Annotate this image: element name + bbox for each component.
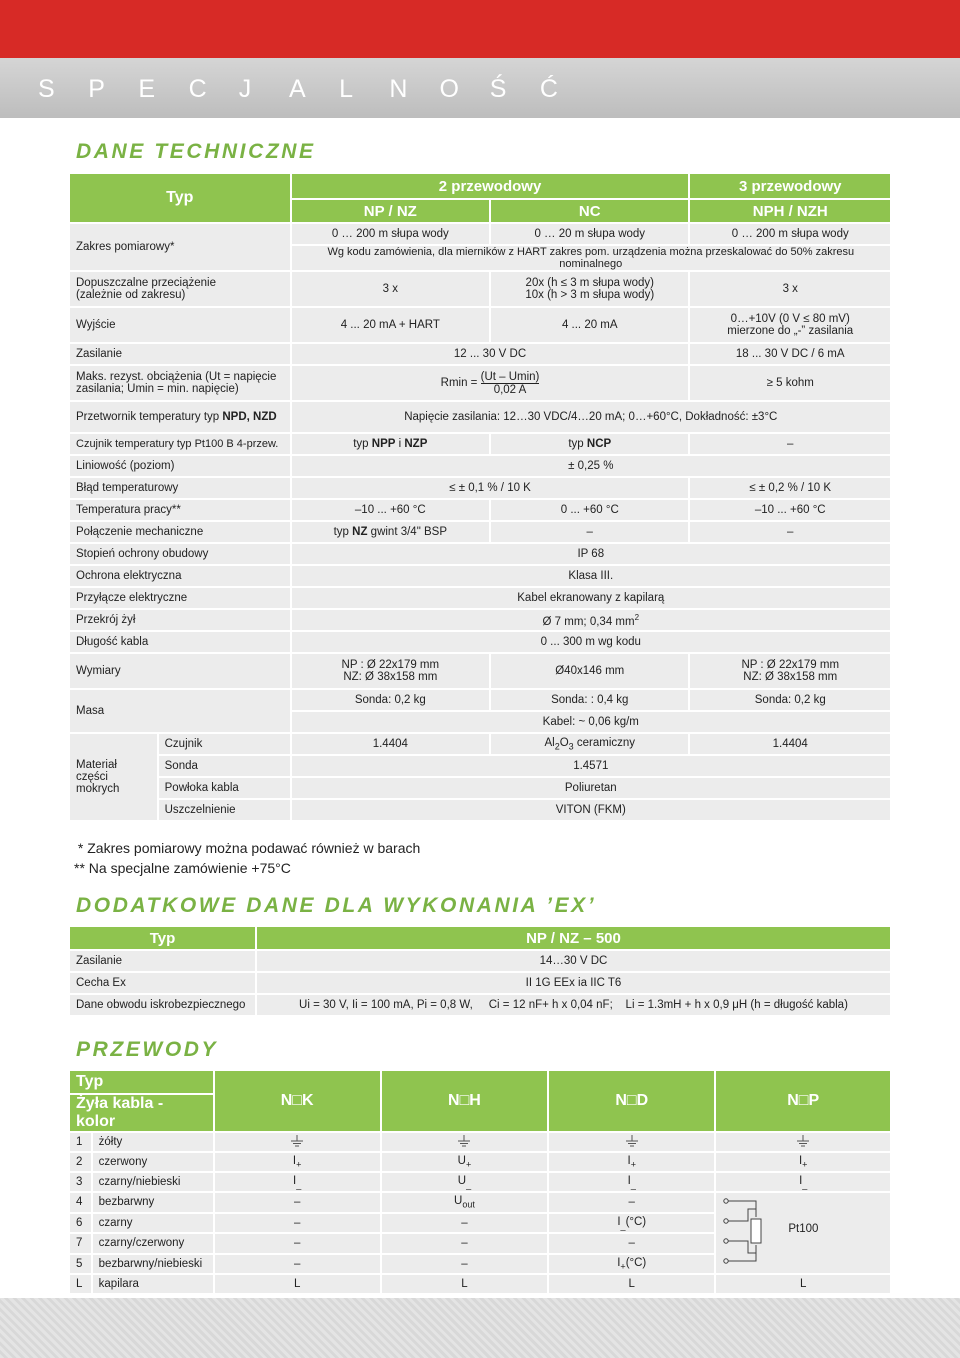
header-letter: S	[38, 75, 55, 103]
wire-number: 7	[70, 1234, 91, 1253]
header-letter: Ś	[489, 75, 507, 103]
sub: _	[466, 1179, 472, 1190]
sub: +	[620, 1260, 626, 1271]
cell: Kabel: ~ 0,06 kg/m	[292, 712, 890, 732]
cell: ≥ 5 kohm	[690, 366, 890, 400]
row-label: Wymiary	[70, 654, 290, 688]
cell-line: NZ: Ø 38x158 mm	[343, 671, 438, 683]
t: I	[798, 1154, 803, 1167]
cell: –	[690, 522, 890, 542]
row-label: Dane obwodu iskrobezpiecznego	[70, 995, 255, 1015]
sub: 2	[554, 741, 560, 752]
cell: 0 ... 300 m wg kodu	[292, 632, 890, 652]
cell-line: NP : Ø 22x179 mm	[741, 659, 840, 671]
cell: L	[716, 1275, 890, 1293]
header-letter: A	[288, 75, 306, 103]
cell-line: mierzone do „-” zasilania	[727, 325, 854, 337]
cell: –	[382, 1255, 547, 1274]
cell	[491, 272, 688, 306]
head-typ: Typ	[70, 927, 255, 949]
head-col: N□D	[549, 1071, 714, 1131]
header-letter: O	[439, 75, 459, 103]
cell: II 1G EEx ia IIC T6	[257, 973, 890, 993]
t: I	[617, 1256, 621, 1269]
row-label-material	[70, 734, 157, 820]
cell: Klasa III.	[292, 566, 890, 586]
cell	[292, 610, 890, 630]
cell: –	[690, 434, 890, 454]
cell: 14…30 V DC	[257, 951, 890, 971]
row-label: Zakres pomiarowy*	[70, 224, 290, 270]
header-letter: Ć	[539, 75, 558, 103]
cell: Sonda: 0,2 kg	[690, 690, 890, 710]
cell-line: 0…+10V (0 V ≤ 80 mV)	[730, 313, 850, 325]
cell: 0 … 20 m słupa wody	[491, 224, 688, 244]
b: NPP	[371, 438, 396, 450]
head-nph-nzh: NPH / NZH	[690, 200, 890, 222]
formula-numerator: (Ut – Umin)	[480, 370, 540, 383]
cell: Wg kodu zamówienia, dla mierników z HART zakres pom. urządzenia można przeskalować do 50% zakresu nominalnego	[292, 246, 890, 270]
cell: –	[491, 522, 688, 542]
cell: Sonda: : 0,4 kg	[491, 690, 688, 710]
formula-fraction	[481, 371, 540, 396]
wire-color: czarny/niebieski	[93, 1173, 213, 1191]
cell	[292, 522, 489, 542]
sub-label: Uszczelnienie	[159, 800, 290, 820]
cell: 12 ... 30 V DC	[292, 344, 689, 364]
ground-icon	[382, 1133, 547, 1151]
sub-label: Powłoka kabla	[159, 778, 290, 798]
row-label: Czujnik temperatury typ Pt100 B 4-przew.	[70, 434, 290, 454]
cell: IP 68	[292, 544, 890, 564]
sub: +	[465, 1159, 472, 1170]
t: I	[293, 1174, 297, 1187]
row-label: Liniowość (poziom)	[70, 456, 290, 476]
header-letter: L	[339, 75, 354, 103]
head-col: N□P	[716, 1071, 890, 1131]
cell: 0 … 200 m słupa wody	[292, 224, 489, 244]
cell: ± 0,25 %	[292, 456, 890, 476]
sub: _	[802, 1179, 808, 1190]
b: NCP	[586, 438, 612, 450]
cell: –10 ... +60 °C	[690, 500, 890, 520]
row-label	[70, 272, 290, 306]
cell: 1.4404	[690, 734, 890, 754]
ground-icon	[215, 1133, 380, 1151]
head-col: N□H	[382, 1071, 547, 1131]
header-letter: C	[188, 75, 207, 103]
row-label-line: Maks. rezyst. obciążenia (Ut = napięcie	[76, 371, 277, 383]
cell: Ø40x146 mm	[491, 654, 688, 688]
head-typ: Typ	[70, 174, 290, 222]
wire-number: 1	[70, 1133, 91, 1151]
footnote-1: * Zakres pomiarowy można podawać również w barach	[74, 840, 421, 856]
t: Ø 7 mm; 0,34 mm	[542, 615, 635, 628]
cell: Sonda: 0,2 kg	[292, 690, 489, 710]
t: O	[559, 736, 569, 749]
wire-color: czerwony	[93, 1153, 213, 1171]
label-line: części	[76, 771, 108, 783]
t: U	[454, 1195, 463, 1208]
head-typ: Typ	[70, 1071, 213, 1093]
header-letter: P	[88, 75, 105, 103]
label-line: mokrych	[76, 783, 120, 795]
wire-color: czarny/czerwony	[93, 1234, 213, 1253]
row-label: Długość kabla	[70, 632, 290, 652]
pt100-cell	[716, 1193, 890, 1273]
row-label	[70, 366, 290, 400]
cell	[292, 654, 489, 688]
cell: 3 x	[292, 272, 489, 306]
b: NZP	[404, 438, 428, 450]
t: typ	[353, 438, 372, 450]
cell: 4 ... 20 mA	[491, 308, 688, 342]
wire-color: żółty	[93, 1133, 213, 1151]
head-np-nz: NP / NZ	[292, 200, 489, 222]
b: NZ	[352, 526, 368, 538]
cell	[382, 1173, 547, 1191]
cell: Kabel ekranowany z kapilarą	[292, 588, 890, 608]
formula-prefix: Rmin =	[440, 377, 478, 389]
bottom-texture-band	[0, 1298, 960, 1358]
label-text: Przetwornik temperatury typ	[76, 411, 223, 423]
row-label-line: zasilania; Umin = min. napięcie)	[76, 383, 239, 395]
cell: –10 ... +60 °C	[292, 500, 489, 520]
head-three-wire: 3 przewodowy	[690, 174, 890, 198]
cell-line: 10x (h > 3 m słupa wody)	[525, 289, 655, 301]
cell	[491, 734, 688, 754]
cell-line: NZ: Ø 38x158 mm	[743, 671, 838, 683]
wire-number: 3	[70, 1173, 91, 1191]
cell: ≤ ± 0,1 % / 10 K	[292, 478, 689, 498]
cell: –	[549, 1193, 714, 1212]
sup: 2	[634, 612, 640, 622]
section-title-dane-techniczne: DANE TECHNICZNE	[76, 140, 316, 163]
row-label	[70, 402, 290, 432]
wire-color: czarny	[93, 1214, 213, 1233]
sub: +	[802, 1159, 808, 1170]
row-label: Przekrój żył	[70, 610, 290, 630]
wire-number: 6	[70, 1214, 91, 1233]
cell	[549, 1153, 714, 1171]
row-label: Temperatura pracy**	[70, 500, 290, 520]
cell: L	[215, 1275, 380, 1293]
cell: Napięcie zasilania: 12…30 VDC/4…20 mA; 0…+60°C, Dokładność: ±3°C	[292, 402, 890, 432]
cell	[215, 1153, 380, 1171]
t: Al	[544, 736, 555, 749]
row-label: Połączenie mechaniczne	[70, 522, 290, 542]
wire-number: 4	[70, 1193, 91, 1212]
sub: _	[620, 1219, 626, 1230]
cell: –	[215, 1193, 380, 1212]
t: I	[292, 1154, 297, 1167]
row-label-line: Dopuszczalne przeciążenie	[76, 277, 216, 289]
technical-data-table	[68, 172, 892, 822]
cell	[215, 1173, 380, 1191]
head-two-wire: 2 przewodowy	[292, 174, 689, 198]
cell: –	[382, 1234, 547, 1253]
t: (°C)	[625, 1215, 647, 1228]
cell: ≤ ± 0,2 % / 10 K	[690, 478, 890, 498]
cell: 1.4404	[292, 734, 489, 754]
row-label: Błąd temperaturowy	[70, 478, 290, 498]
wire-number: 5	[70, 1255, 91, 1274]
cell: VITON (FKM)	[292, 800, 890, 820]
wire-number: 2	[70, 1153, 91, 1171]
t: I	[617, 1215, 621, 1228]
cell-line: NP : Ø 22x179 mm	[341, 659, 440, 671]
cell: –	[215, 1234, 380, 1253]
cell: –	[215, 1255, 380, 1274]
t: U	[457, 1174, 467, 1187]
cell	[716, 1153, 890, 1171]
cell	[382, 1153, 547, 1171]
cell	[491, 434, 688, 454]
row-label: Masa	[70, 690, 290, 732]
header-letter: N	[389, 75, 408, 103]
row-label: Zasilanie	[70, 951, 255, 971]
row-label: Wyjście	[70, 308, 290, 342]
label-line: Materiał	[76, 759, 117, 771]
t: ceramiczny	[573, 736, 636, 749]
sub: 3	[568, 741, 574, 752]
formula-denominator: 0,02 A	[493, 383, 527, 396]
head-nc: NC	[491, 200, 688, 222]
wire-color: bezbarwny/niebieski	[93, 1255, 213, 1274]
cell	[716, 1173, 890, 1191]
footnote-2: ** Na specjalne zamówienie +75°C	[74, 860, 291, 876]
cell	[549, 1214, 714, 1233]
t: typ	[568, 438, 587, 450]
page-header-title	[38, 75, 590, 104]
cell: 1.4571	[292, 756, 890, 776]
wire-color: bezbarwny	[93, 1193, 213, 1212]
t: typ	[333, 526, 353, 538]
cell-rmin-formula	[292, 366, 689, 400]
top-red-bar	[0, 0, 960, 58]
wires-table	[68, 1069, 892, 1295]
section-title-przewody: PRZEWODY	[76, 1038, 219, 1061]
cell	[549, 1255, 714, 1274]
t: I	[627, 1154, 631, 1167]
cell	[382, 1193, 547, 1212]
cell: –	[215, 1214, 380, 1233]
t: I	[799, 1174, 803, 1187]
pt100-label: Pt100	[788, 1223, 819, 1235]
cell	[690, 654, 890, 688]
row-label-line: (zależnie od zakresu)	[76, 289, 186, 301]
header-letter: E	[138, 75, 156, 103]
t: U	[457, 1154, 466, 1167]
sub-label: Czujnik	[159, 734, 290, 754]
row-label: Zasilanie	[70, 344, 290, 364]
cell-line: 20x (h ≤ 3 m słupa wody)	[525, 277, 654, 289]
cell	[292, 434, 489, 454]
sub: +	[630, 1159, 636, 1170]
cell: –	[549, 1234, 714, 1253]
sub: _	[630, 1179, 636, 1190]
ground-icon	[549, 1133, 714, 1151]
cell: 3 x	[690, 272, 890, 306]
cell	[549, 1173, 714, 1191]
t: (°C)	[625, 1256, 647, 1269]
cell: 0 … 200 m słupa wody	[690, 224, 890, 244]
ground-icon	[716, 1133, 890, 1151]
head-zyla: Żyła kabla - kolor	[70, 1095, 213, 1131]
cell: 18 ... 30 V DC / 6 mA	[690, 344, 890, 364]
cell: Ui = 30 V, Ii = 100 mA, Pi = 0,8 W, Ci = 12 nF+ h x 0,04 nF; Li = 1.3mH + h x 0,9 μH (h = długość kabla)	[257, 995, 890, 1015]
section-title-ex: DODATKOWE DANE DLA WYKONANIA ’EX’	[76, 894, 597, 917]
wire-number: L	[70, 1275, 91, 1293]
head-col: N□K	[215, 1071, 380, 1131]
row-label: Ochrona elektryczna	[70, 566, 290, 586]
row-label: Stopień ochrony obudowy	[70, 544, 290, 564]
cell	[690, 308, 890, 342]
row-label: Cecha Ex	[70, 973, 255, 993]
sub-label: Sonda	[159, 756, 290, 776]
sub: out	[462, 1199, 475, 1210]
row-label: Przyłącze elektryczne	[70, 588, 290, 608]
t: i	[395, 438, 405, 450]
wire-color: kapilara	[93, 1275, 213, 1293]
sub: _	[296, 1179, 302, 1190]
header-letter: J	[238, 75, 252, 103]
cell: 0 ... +60 °C	[491, 500, 688, 520]
t: I	[627, 1174, 631, 1187]
cell: L	[549, 1275, 714, 1293]
ex-data-table	[68, 925, 892, 1017]
cell: Poliuretan	[292, 778, 890, 798]
cell: L	[382, 1275, 547, 1293]
head-model: NP / NZ – 500	[257, 927, 890, 949]
sub: +	[296, 1159, 302, 1170]
cell: –	[382, 1214, 547, 1233]
cell: 4 ... 20 mA + HART	[292, 308, 489, 342]
t: gwint 3/4" BSP	[367, 526, 447, 538]
label-bold: NPD, NZD	[222, 411, 277, 423]
